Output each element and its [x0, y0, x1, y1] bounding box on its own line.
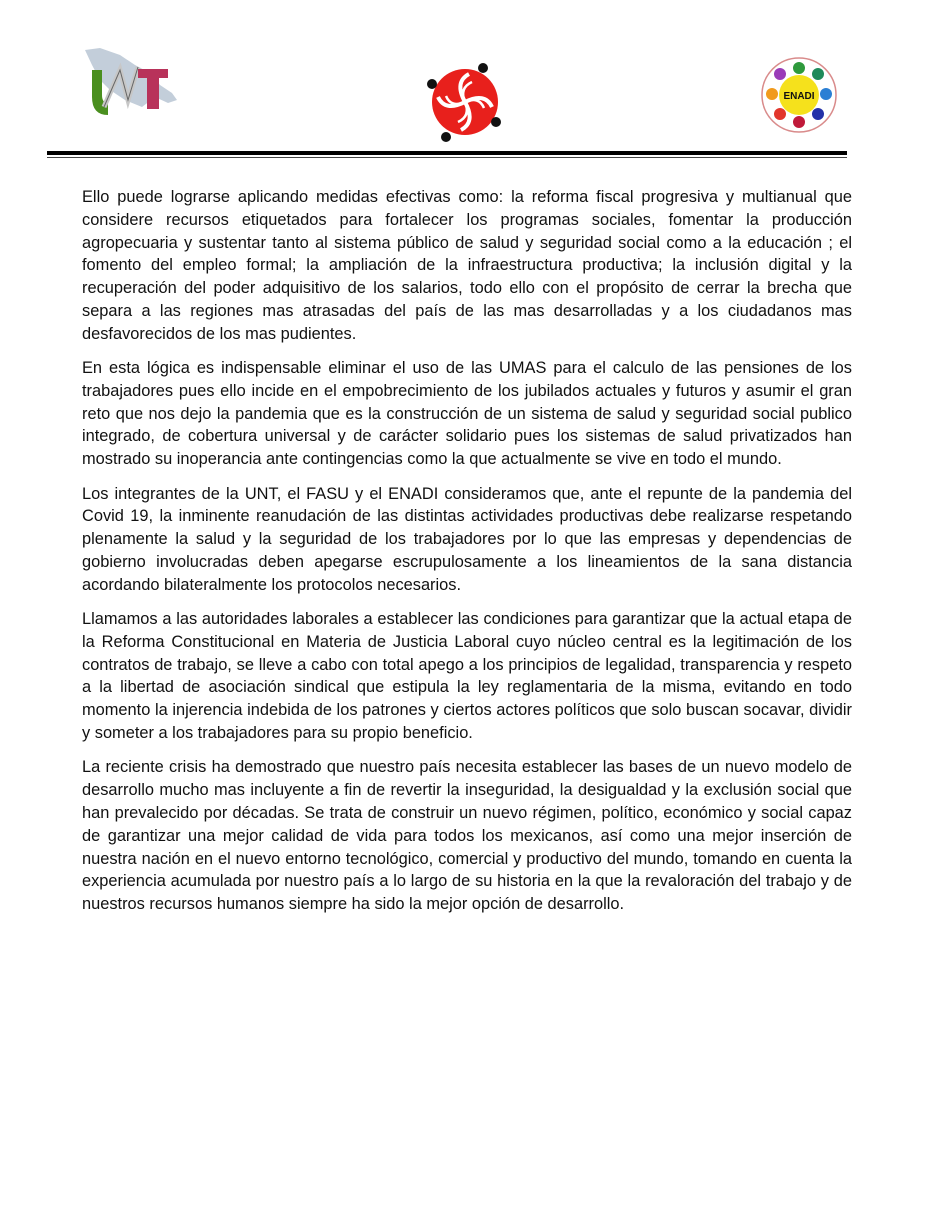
- fasu-dot: [491, 117, 501, 127]
- header-divider: [47, 151, 847, 155]
- paragraph: En esta lógica es indispensable eliminar el uso de las UMAS para el calculo de las pensiones de los trabajadores pues ello incide en el empobrecimiento de los jubilados actuales y futuros y asumir el gran reto que nos dejo la pandemia que es la construcción de un sistema de salud y seguridad social publico integrado, de cobertura universal y de carácter solidario pues los sistemas de salud privatizados han mostrado su inoperancia ante contingencias como la que actualmente se vive en todo el mundo.: [82, 359, 852, 469]
- fasu-logo: [424, 62, 506, 142]
- document-body: [82, 186, 852, 927]
- fasu-dot: [427, 79, 437, 89]
- unt-logo: [80, 45, 180, 120]
- enadi-logo: [760, 56, 838, 134]
- fasu-dot: [441, 132, 451, 142]
- enadi-logo-text: ENADI: [783, 91, 815, 102]
- paragraph: Llamamos a las autoridades laborales a establecer las condiciones para garantizar que la actual etapa de la Reforma Constitucional en Materia de Justicia Laboral cuyo núcleo central es la legitimación de los contratos de trabajo, se lleve a cabo con total apego a los principios de legalidad, transparencia y respeto a la libertad de asociación sindical que estipula la ley reglamentaria de la misma, evitando en todo momento la injerencia indebida de los patrones y ciertos actores políticos que solo buscan socavar, dividir y someter a los trabajadores para su propio beneficio.: [82, 610, 852, 743]
- paragraph: La reciente crisis ha demostrado que nuestro país necesita establecer las bases de un nuevo modelo de desarrollo mucho mas incluyente a fin de revertir la inseguridad, la desigualdad y la exclusión social que han prevalecido por décadas. Se trata de construir un nuevo régimen, político, económico y social capaz de garantizar una mejor calidad de vida para todos los mexicanos, así como una mejor inserción de nuestra nación en el nuevo entorno tecnológico, comercial y productivo del mundo, tomando en cuenta la experiencia acumulada por nuestro país a lo largo de su historia en la que la revaloración del trabajo y de nuestros recursos humanos siempre ha sido la mejor opción de desarrollo.: [82, 758, 852, 914]
- header-divider-thin: [47, 157, 847, 158]
- fasu-dot: [478, 63, 488, 73]
- paragraph: Los integrantes de la UNT, el FASU y el ENADI consideramos que, ante el repunte de la pandemia del Covid 19, la inminente reanudación de las distintas actividades productivas debe realizarse respetando plenamente la salud y la seguridad de los trabajadores por lo que las empresas y dependencias de gobierno involucradas deben apegarse escrupulosamente a los lineamientos de la sana distancia acordando bilateralmente los protocolos necesarios.: [82, 484, 852, 594]
- paragraph: Ello puede lograrse aplicando medidas efectivas como: la reforma fiscal progresiva y multianual que considere recursos etiquetados para fortalecer los programas sociales, fomentar la producción agropecuaria y sustentar tanto al sistema público de salud y seguridad social como a la educación ; el fomento del empleo formal; la ampliación de la infraestructura productiva; la inclusión digital y la recuperación del poder adquisitivo de los salarios, todo ello con el propósito de cerrar la brecha que separa a las regiones mas atrasadas del país de las mas desarrolladas y a los ciudadanos mas desfavorecidos de los mas pudientes.: [82, 188, 852, 343]
